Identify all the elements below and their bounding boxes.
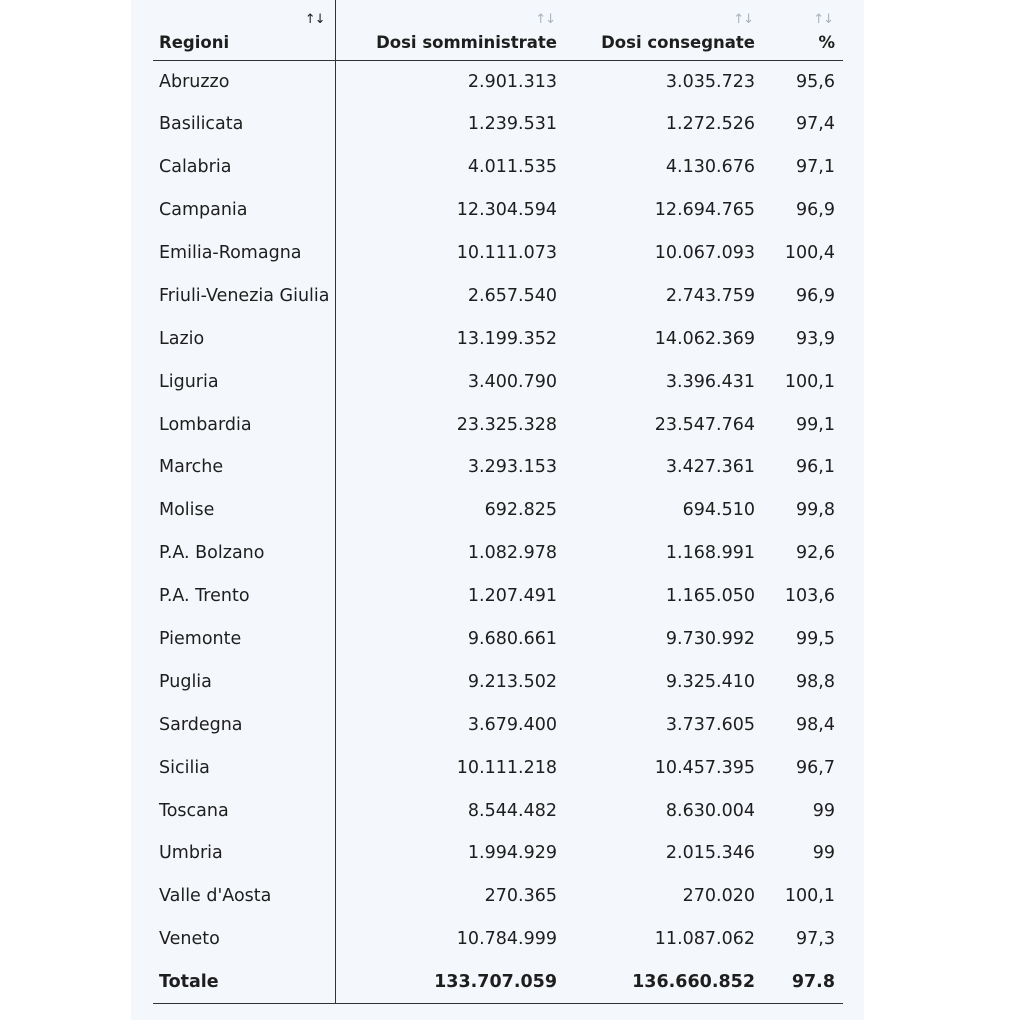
percent-cell: 99,5: [796, 629, 835, 650]
table-row: [153, 403, 843, 446]
percent-cell: 95,6: [796, 71, 835, 92]
percent-cell: 100,1: [784, 371, 835, 392]
percent-cell: 99: [812, 800, 835, 821]
delivered-cell: 1.165.050: [665, 586, 755, 607]
sort-regions-icon[interactable]: ↑↓: [304, 12, 325, 27]
administered-cell: 10.784.999: [456, 929, 557, 950]
table-row: [153, 875, 843, 918]
table-body: [153, 60, 843, 1004]
administered-cell: 692.825: [484, 500, 557, 521]
region-cell: Piemonte: [153, 618, 335, 661]
region-cell: Puglia: [153, 660, 335, 703]
percent-cell: 103,6: [784, 586, 835, 607]
table-row: [153, 918, 843, 961]
administered-cell: 10.111.218: [456, 757, 557, 778]
administered-cell: 2.901.313: [467, 71, 557, 92]
total-delivered: 136.660.852: [565, 961, 763, 1004]
table-row: [153, 832, 843, 875]
region-cell: Emilia-Romagna: [153, 232, 335, 275]
table-row: [153, 317, 843, 360]
table-panel: [131, 0, 864, 1020]
table-row: [153, 618, 843, 661]
percent-cell: 99: [812, 843, 835, 864]
region-cell: Veneto: [153, 918, 335, 961]
table-row: [153, 360, 843, 403]
table-row: [153, 789, 843, 832]
table-row: [153, 232, 843, 275]
delivered-cell: 3.035.723: [665, 71, 755, 92]
region-cell: P.A. Bolzano: [153, 532, 335, 575]
column-header-delivered-label: Dosi consegnate: [601, 32, 755, 52]
column-header-percent-label: %: [818, 32, 835, 52]
delivered-cell: 9.325.410: [665, 671, 755, 692]
sort-delivered-icon[interactable]: ↑↓: [733, 12, 753, 27]
table-row: [153, 103, 843, 146]
delivered-cell: 11.087.062: [654, 929, 755, 950]
delivered-cell: 694.510: [682, 500, 755, 521]
delivered-cell: 2.015.346: [665, 843, 755, 864]
sort-administered-icon[interactable]: ↑↓: [535, 12, 555, 27]
column-header-delivered[interactable]: [565, 0, 763, 60]
region-cell: Lombardia: [153, 403, 335, 446]
administered-cell: 8.544.482: [467, 800, 557, 821]
percent-cell: 99,1: [796, 414, 835, 435]
percent-cell: 98,4: [796, 714, 835, 735]
percent-cell: 92,6: [796, 543, 835, 564]
column-header-regions[interactable]: [153, 0, 335, 60]
administered-cell: 23.325.328: [456, 414, 557, 435]
percent-cell: 96,1: [796, 457, 835, 478]
table-row: [153, 60, 843, 103]
delivered-cell: 10.067.093: [654, 243, 755, 263]
administered-cell: 3.400.790: [467, 371, 557, 392]
region-cell: Sardegna: [153, 703, 335, 746]
administered-cell: 270.365: [484, 886, 557, 907]
percent-cell: 97,4: [796, 114, 835, 135]
total-percent: 97.8: [763, 961, 843, 1004]
region-cell: Basilicata: [153, 103, 335, 146]
administered-cell: 1.207.491: [467, 586, 557, 607]
delivered-cell: 1.168.991: [665, 543, 755, 564]
delivered-cell: 1.272.526: [665, 114, 755, 135]
table-row: [153, 189, 843, 232]
region-cell: Lazio: [153, 317, 335, 360]
administered-cell: 9.680.661: [467, 629, 557, 650]
administered-cell: 1.239.531: [467, 114, 557, 135]
table-row: [153, 660, 843, 703]
region-cell: Toscana: [153, 789, 335, 832]
delivered-cell: 3.737.605: [665, 714, 755, 735]
vaccine-doses-table: [153, 0, 843, 1004]
percent-cell: 96,7: [796, 757, 835, 778]
delivered-cell: 23.547.764: [654, 414, 755, 435]
delivered-cell: 3.427.361: [665, 457, 755, 478]
total-administered: 133.707.059: [335, 961, 565, 1004]
table-row: [153, 703, 843, 746]
delivered-cell: 2.743.759: [665, 285, 755, 306]
administered-cell: 10.111.073: [456, 243, 557, 263]
table-row: [153, 575, 843, 618]
delivered-cell: 8.630.004: [665, 800, 755, 821]
percent-cell: 100,1: [784, 886, 835, 907]
column-header-administered[interactable]: [335, 0, 565, 60]
delivered-cell: 9.730.992: [665, 629, 755, 650]
administered-cell: 2.657.540: [467, 285, 557, 306]
delivered-cell: 4.130.676: [665, 157, 755, 178]
region-cell: Marche: [153, 446, 335, 489]
percent-cell: 99,8: [796, 500, 835, 521]
administered-cell: 1.994.929: [467, 843, 557, 864]
administered-cell: 9.213.502: [467, 671, 557, 692]
administered-cell: 12.304.594: [456, 200, 557, 221]
column-header-percent[interactable]: [763, 0, 843, 60]
percent-cell: 98,8: [796, 671, 835, 692]
region-cell: Molise: [153, 489, 335, 532]
header-row: [153, 0, 843, 60]
region-cell: Sicilia: [153, 746, 335, 789]
region-cell: Valle d'Aosta: [153, 875, 335, 918]
table-row: [153, 146, 843, 189]
table-row: [153, 532, 843, 575]
sort-percent-icon[interactable]: ↑↓: [813, 12, 833, 27]
percent-cell: 93,9: [796, 328, 835, 349]
administered-cell: 3.293.153: [467, 457, 557, 478]
table-row: [153, 489, 843, 532]
administered-cell: 13.199.352: [456, 328, 557, 349]
total-label: Totale: [153, 961, 335, 1004]
region-cell: Campania: [153, 189, 335, 232]
percent-cell: 96,9: [796, 285, 835, 306]
delivered-cell: 3.396.431: [665, 371, 755, 392]
region-cell: P.A. Trento: [153, 575, 335, 618]
region-cell: Friuli-Venezia Giulia: [153, 274, 335, 317]
administered-cell: 1.082.978: [467, 543, 557, 564]
total-row: [153, 961, 843, 1004]
delivered-cell: 270.020: [682, 886, 755, 907]
percent-cell: 100,4: [784, 243, 835, 263]
percent-cell: 97,1: [796, 157, 835, 178]
column-header-regions-label: Regioni: [159, 32, 230, 52]
region-cell: Liguria: [153, 360, 335, 403]
percent-cell: 97,3: [796, 929, 835, 950]
region-cell: Calabria: [153, 146, 335, 189]
administered-cell: 4.011.535: [467, 157, 557, 178]
delivered-cell: 10.457.395: [654, 757, 755, 778]
table-row: [153, 446, 843, 489]
region-cell: Abruzzo: [153, 60, 335, 103]
region-cell: Umbria: [153, 832, 335, 875]
table-row: [153, 274, 843, 317]
table-row: [153, 746, 843, 789]
column-header-administered-label: Dosi somministrate: [376, 32, 557, 52]
delivered-cell: 14.062.369: [654, 328, 755, 349]
administered-cell: 3.679.400: [467, 714, 557, 735]
percent-cell: 96,9: [796, 200, 835, 221]
delivered-cell: 12.694.765: [654, 200, 755, 221]
